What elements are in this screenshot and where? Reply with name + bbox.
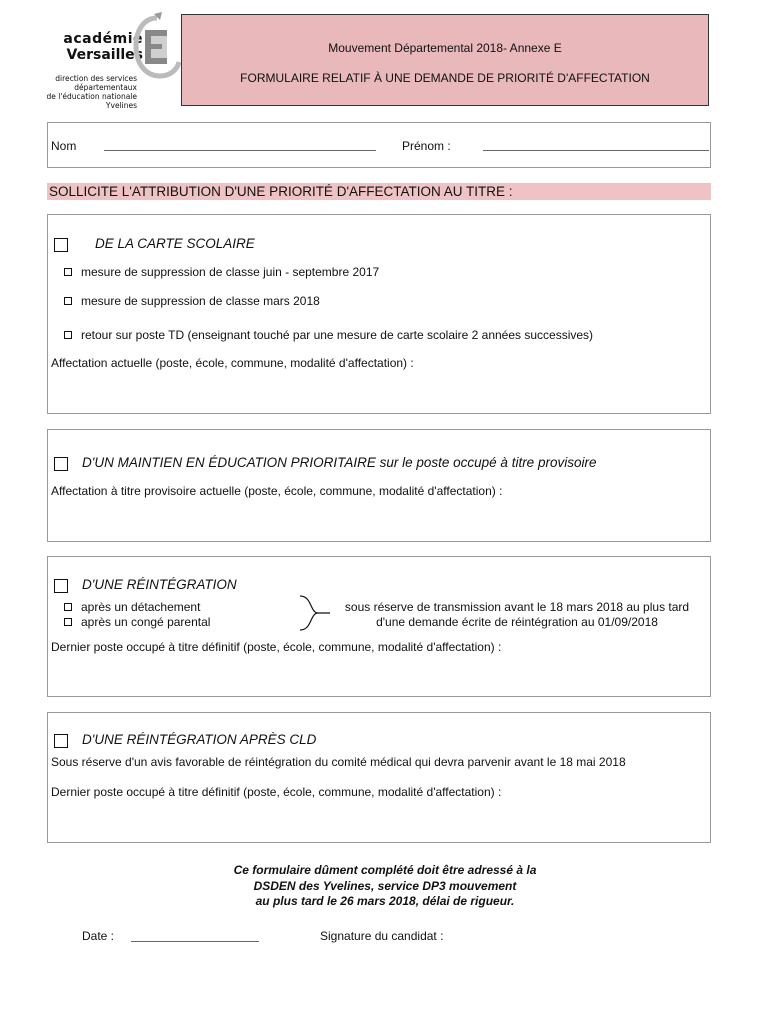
- maintien-title-sub: sur le poste occupé à titre provisoire: [379, 455, 597, 470]
- header-banner: [181, 14, 709, 106]
- cld-title: D'UNE RÉINTÉGRATION APRÈS CLD: [82, 732, 317, 747]
- academie-logo: [40, 12, 185, 114]
- logo-sub-2: départementaux: [74, 83, 137, 92]
- reintegration-title: D'UNE RÉINTÉGRATION: [82, 577, 237, 592]
- logo-sub-1: direction des services: [55, 74, 137, 83]
- reintegration-poste-label: Dernier poste occupé à titre définitif (poste, école, commune, modalité d'affectation) :: [51, 640, 502, 654]
- maintien-box: [47, 429, 711, 542]
- cld-poste-label: Dernier poste occupé à titre définitif (poste, école, commune, modalité d'affectation) :: [51, 785, 502, 799]
- date-label: Date :: [82, 929, 115, 943]
- date-field[interactable]: [131, 941, 259, 942]
- identity-box: [47, 122, 711, 168]
- reintegration-note-1: sous réserve de transmission avant le 18 mars 2018 au plus tard: [344, 600, 690, 614]
- signature-label: Signature du candidat :: [320, 929, 444, 943]
- maintien-title: [82, 455, 596, 470]
- section-heading-text: SOLLICITE L'ATTRIBUTION D'UNE PRIORITÉ D'AFFECTATION AU TITRE :: [49, 184, 513, 199]
- carte-scolaire-title: DE LA CARTE SCOLAIRE: [95, 236, 255, 251]
- marianne-e-icon: [132, 12, 182, 82]
- maintien-checkbox[interactable]: [54, 457, 68, 471]
- carte-affectation-label: Affectation actuelle (poste, école, commune, modalité d'affectation) :: [51, 356, 414, 370]
- footer-line-2: DSDEN des Yvelines, service DP3 mouvement: [253, 879, 517, 893]
- opt-conge-parental-checkbox[interactable]: [64, 618, 72, 626]
- nom-label: Nom: [51, 139, 77, 153]
- reintegration-checkbox[interactable]: [54, 579, 68, 593]
- footer-line-3: au plus tard le 26 mars 2018, délai de rigueur.: [255, 894, 515, 908]
- prenom-field[interactable]: [483, 150, 709, 151]
- carte-scolaire-checkbox[interactable]: [54, 238, 68, 252]
- opt-retour-td-label: retour sur poste TD (enseignant touché par une mesure de carte scolaire 2 années successives): [81, 328, 594, 342]
- logo-subtitle: [46, 74, 137, 110]
- footer-line-1: Ce formulaire dûment complété doit être adressé à la: [233, 863, 537, 877]
- logo-sub-4: Yvelines: [105, 101, 137, 110]
- section-heading: [47, 183, 711, 200]
- form-subtitle: FORMULAIRE RELATIF À UNE DEMANDE DE PRIORITÉ D'AFFECTATION: [240, 71, 650, 85]
- logo-sub-3: de l'éducation nationale: [46, 92, 137, 101]
- opt-conge-parental-label: après un congé parental: [81, 615, 211, 629]
- cld-checkbox[interactable]: [54, 734, 68, 748]
- logo-line-academie: académie: [63, 31, 143, 47]
- reintegration-box: [47, 556, 711, 697]
- logo-line-versailles: Versailles: [66, 47, 143, 63]
- reintegration-note-2: d'une demande écrite de réintégration au 01/09/2018: [376, 615, 658, 629]
- opt-retour-td-checkbox[interactable]: [64, 331, 72, 339]
- maintien-affectation-label: Affectation à titre provisoire actuelle (poste, école, commune, modalité d'affectation) :: [51, 484, 503, 498]
- opt-suppression-2018-checkbox[interactable]: [64, 297, 72, 305]
- maintien-title-main: D'UN MAINTIEN EN ÉDUCATION PRIORITAIRE: [82, 455, 376, 470]
- opt-suppression-2017-label: mesure de suppression de classe juin - septembre 2017: [81, 265, 380, 279]
- carte-scolaire-box: [47, 214, 711, 414]
- opt-suppression-2017-checkbox[interactable]: [64, 268, 72, 276]
- form-title: Mouvement Départemental 2018- Annexe E: [328, 41, 562, 55]
- opt-detachement-label: après un détachement: [81, 600, 201, 614]
- nom-field[interactable]: [104, 150, 376, 151]
- opt-detachement-checkbox[interactable]: [64, 603, 72, 611]
- cld-note: Sous réserve d'un avis favorable de réintégration du comité médical qui devra parvenir avant le 18 mai 2018: [51, 755, 626, 769]
- prenom-label: Prénom :: [402, 139, 451, 153]
- opt-suppression-2018-label: mesure de suppression de classe mars 2018: [81, 294, 320, 308]
- brace-icon: [298, 595, 332, 631]
- cld-box: [47, 712, 711, 843]
